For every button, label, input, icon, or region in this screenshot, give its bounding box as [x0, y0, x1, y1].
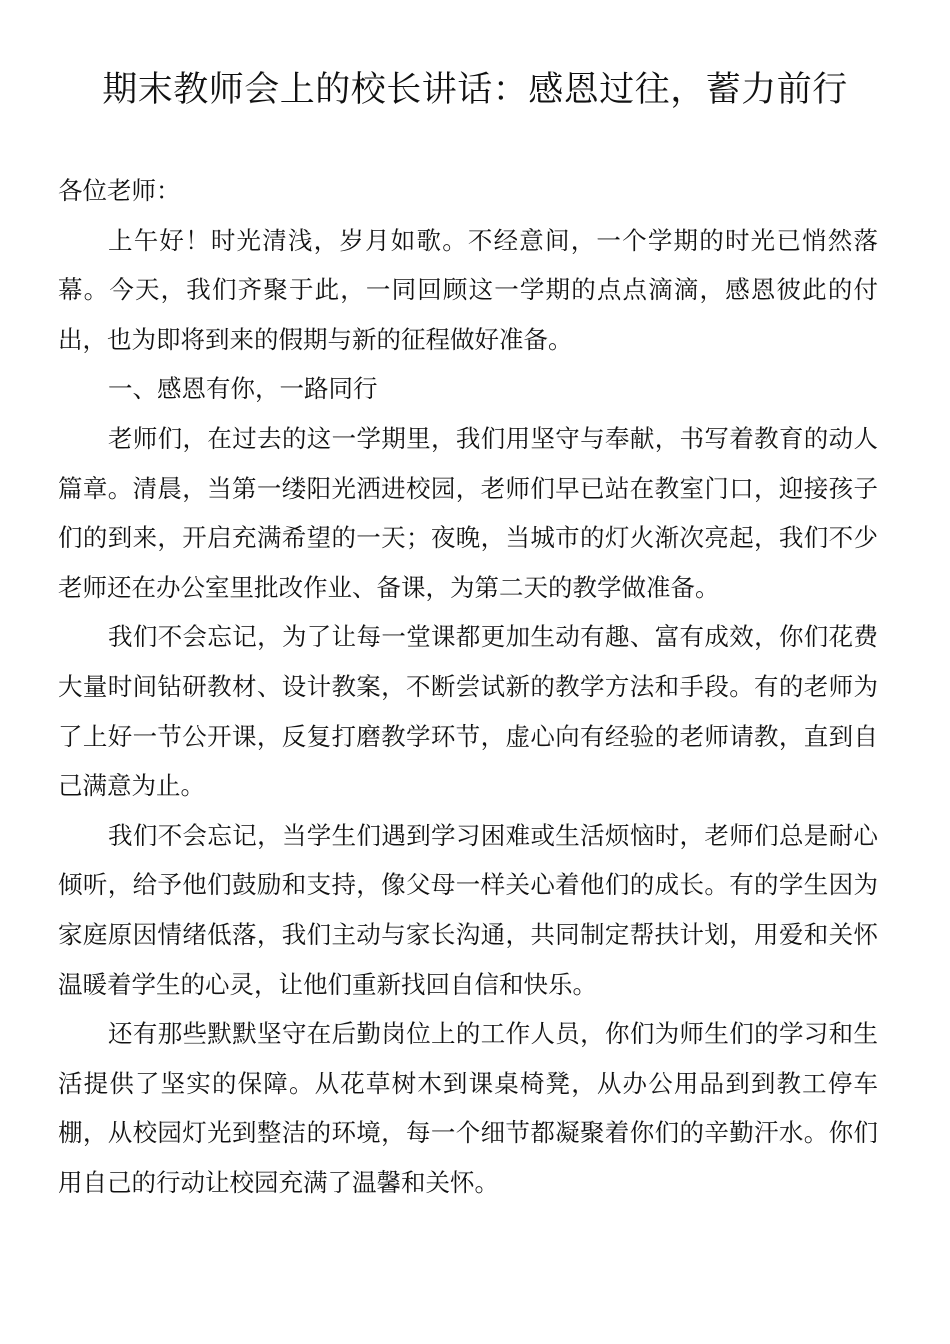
paragraph-logistics: 还有那些默默坚守在后勤岗位上的工作人员，你们为师生们的学习和生活提供了坚实的保障。从花草树木到课桌椅凳，从办公用品到到教工停车棚，从校园灯光到整洁的环境，每一个细节都凝聚着你们的辛勤汗水。你们用自己的行动让校园充满了温馨和关怀。	[58, 1019, 878, 1197]
salutation: 各位老师：	[58, 176, 181, 205]
section-heading-1: 一、感恩有你，一路同行	[108, 374, 378, 404]
paragraph-dedication: 老师们，在过去的这一学期里，我们用坚守与奉献，书写着教育的动人篇章。清晨，当第一缕阳光洒进校园，老师们早已站在教室门口，迎接孩子们的到来，开启充满希望的一天；夜晚，当城市的灯火渐次亮起，我们不少老师还在办公室里批改作业、备课，为第二天的教学做准备。	[58, 423, 878, 602]
document-title: 期末教师会上的校长讲话：感恩过往，蓄力前行	[102, 70, 848, 110]
paragraph-care: 我们不会忘记，当学生们遇到学习困难或生活烦恼时，老师们总是耐心倾听，给予他们鼓励和支持，像父母一样关心着他们的成长。有的学生因为家庭原因情绪低落，我们主动与家长沟通，共同制定帮扶计划，用爱和关怀温暖着学生的心灵，让他们重新找回自信和快乐。	[58, 820, 878, 999]
paragraph-greeting: 上午好！时光清浅，岁月如歌。不经意间，一个学期的时光已悄然落幕。今天，我们齐聚于此，一同回顾这一学期的点点滴滴，感恩彼此的付出，也为即将到来的假期与新的征程做好准备。	[58, 225, 878, 354]
paragraph-teaching: 我们不会忘记，为了让每一堂课都更加生动有趣、富有成效，你们花费大量时间钻研教材、设计教案，不断尝试新的教学方法和手段。有的老师为了上好一节公开课，反复打磨教学环节，虚心向有经验的老师请教，直到自己满意为止。	[58, 622, 878, 801]
document-body	[58, 166, 878, 1207]
